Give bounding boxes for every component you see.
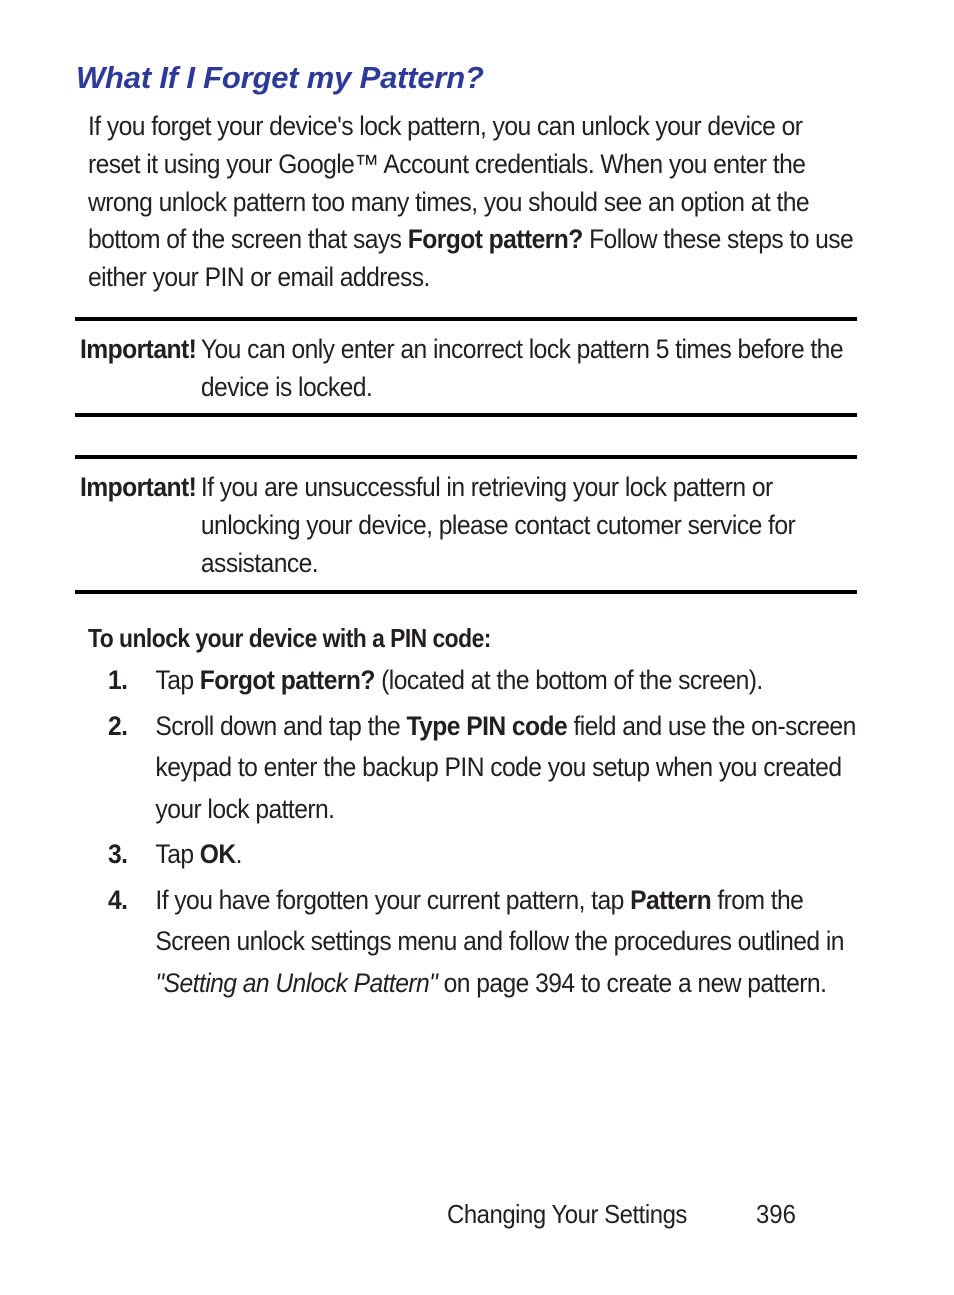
step-text: If you have forgotten your current pattern, tap — [155, 884, 631, 915]
step-text: (located at the bottom of the screen). — [374, 665, 763, 695]
note-text: If you are unsuccessful in retrieving your lock pattern or unlocking your device, please contact cutomer service for assistance. — [200, 472, 796, 578]
cross-reference-link[interactable]: "Setting an Unlock Pattern" — [155, 967, 438, 998]
note-label: Important! — [80, 472, 197, 502]
step-1 — [108, 660, 861, 702]
step-text: . — [235, 839, 242, 869]
step-number: 4. — [108, 884, 128, 915]
step-text: to create a new pattern. — [574, 967, 827, 998]
step-number: 3. — [108, 839, 128, 869]
step-text: Tap — [155, 839, 200, 869]
step-text: from the Screen unlock settings menu and follow the procedures outlined in — [155, 884, 844, 956]
procedure-steps — [108, 660, 861, 1008]
step-text: Tap — [155, 665, 200, 695]
step-bold-forgot-pattern: Forgot pattern? — [199, 665, 375, 695]
cross-reference-page-link[interactable]: on page 394 — [437, 967, 575, 998]
step-3 — [108, 834, 861, 876]
step-text: field and use the on-screen keypad to enter the backup PIN code you setup when you created your lock pattern. — [155, 710, 856, 824]
important-note-1 — [75, 317, 857, 417]
important-note-2 — [75, 455, 857, 594]
intro-text-1: If you forget your device's lock pattern, you can unlock your device or reset it using your Google™ Account credentials. When you enter the wrong unlock pattern too many times, you should see an option at the bottom of the screen that says — [88, 111, 810, 255]
step-4 — [108, 880, 861, 1005]
step-text: Scroll down and tap the — [155, 710, 407, 741]
step-bold-pattern: Pattern — [630, 884, 712, 915]
step-bold-type-pin-code: Type PIN code — [406, 710, 568, 741]
intro-paragraph — [88, 108, 858, 297]
intro-bold-forgot-pattern: Forgot pattern? — [407, 224, 583, 255]
step-bold-ok: OK — [199, 839, 236, 869]
section-heading: What If I Forget my Pattern? — [76, 60, 484, 95]
intro-text-2: Follow these steps to use either your PIN or email address. — [88, 224, 854, 293]
procedure-title: To unlock your device with a PIN code: — [88, 623, 491, 653]
note-label: Important! — [80, 334, 197, 364]
footer-section-title: Changing Your Settings — [447, 1199, 687, 1229]
step-number: 2. — [108, 710, 128, 741]
footer-page-number: 396 — [756, 1199, 796, 1229]
step-number: 1. — [108, 665, 128, 695]
note-text: You can only enter an incorrect lock pattern 5 times before the device is locked. — [200, 334, 843, 402]
step-2 — [108, 706, 861, 831]
